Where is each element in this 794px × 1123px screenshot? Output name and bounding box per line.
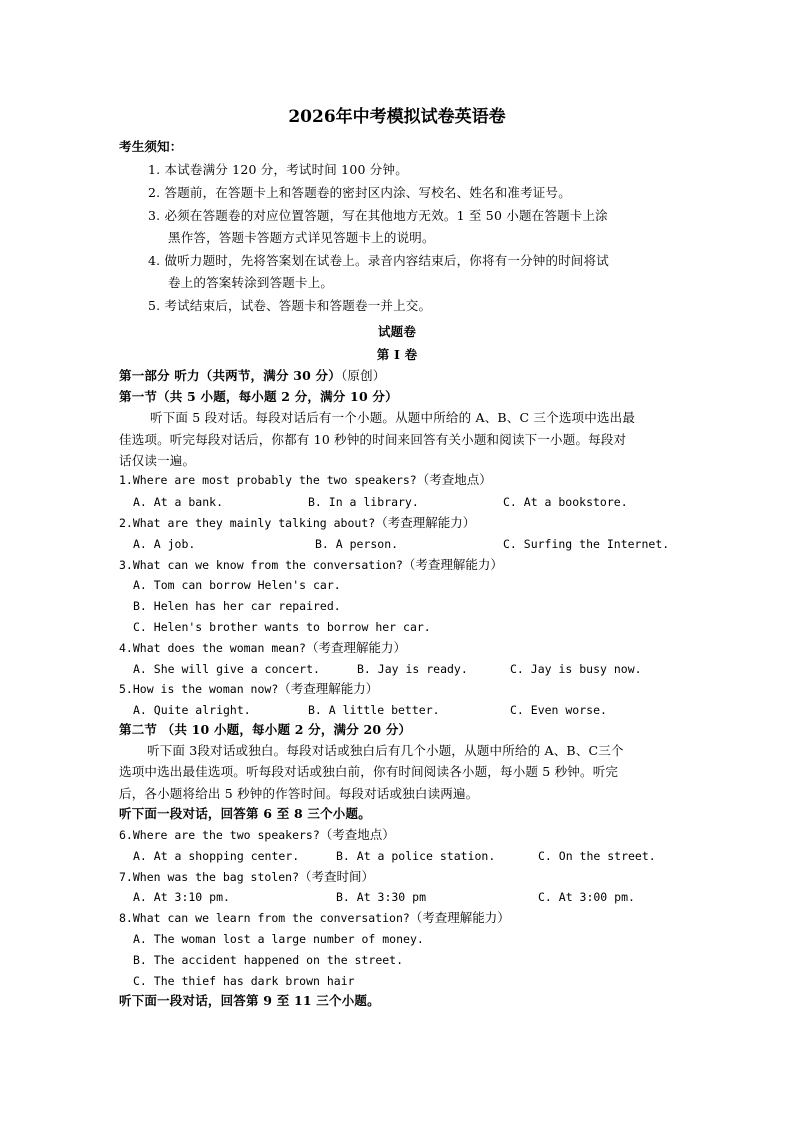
question-3-note: （考查理解能力） [402,557,503,572]
question-2 [119,513,475,533]
question-8-option-b: B. The accident happened on the street. [133,953,404,967]
question-1-stem: 1.Where are most probably the two speakers? [119,473,417,487]
question-5 [119,679,378,699]
question-6-option-a: A. At a shopping center. [133,849,300,863]
exam-title: 2026年中考模拟试卷英语卷 [288,107,506,127]
part1-heading-note: （原创） [340,368,386,383]
section2-heading: 第二节 （共 10 小题，每小题 2 分，满分 20 分） [119,722,412,737]
notice-item-1: 1. 本试卷满分 120 分，考试时间 100 分钟。 [148,162,408,177]
section2-instructions-3: 后，各小题将给出 5 秒钟的作答时间。每段对话或独白读两遍。 [119,786,479,801]
question-2-option-b: B. A person. [315,537,399,551]
question-1-option-c: C. At a bookstore. [503,495,628,509]
question-4-stem: 4.What does the woman mean? [119,641,306,655]
group1-heading: 听下面一段对话，回答第 6 至 8 三个小题。 [119,806,371,821]
section2-instructions-2: 选项中选出最佳选项。听每段对话或独白前，你有时间阅读各小题，每小题 5 秒钟。听完 [119,764,619,779]
question-5-note: （考查理解能力） [278,681,379,696]
notice-item-3-cont: 黑作答，答题卡答题方式详见答题卡上的说明。 [168,230,435,245]
question-8-note: （考查理解能力） [409,910,510,925]
section1-instructions-1: 听下面 5 段对话。每段对话后有一个小题。从题中所给的 A、B、C 三个选项中选出最 [150,410,636,425]
question-2-option-a: A. A job. [133,537,196,551]
question-2-note: （考查理解能力） [375,515,476,530]
question-7-option-a: A. At 3:10 pm. [133,890,230,904]
question-5-option-a: A. Quite alright. [133,703,251,717]
question-5-stem: 5.How is the woman now? [119,682,279,696]
question-8-option-c: C. The thief has dark brown hair [133,974,355,988]
notice-item-5: 5. 考试结束后，试卷、答题卡和答题卷一并上交。 [148,298,432,313]
question-8 [119,908,510,928]
question-2-option-c: C. Surfing the Internet. [503,537,670,551]
section1-instructions-3: 话仅读一遍。 [119,453,196,468]
paper-heading: 试题卷 [377,324,417,339]
notice-item-4-cont: 卷上的答案转涂到答题卡上。 [168,275,334,290]
question-4-option-c: C. Jay is busy now. [510,662,642,676]
group2-heading: 听下面一段对话，回答第 9 至 11 三个小题。 [119,993,380,1008]
question-3-option-a: A. Tom can borrow Helen's car. [133,578,341,592]
section1-heading: 第一节（共 5 小题，每小题 2 分，满分 10 分） [119,389,398,404]
question-8-stem: 8.What can we learn from the conversation? [119,911,410,925]
question-1-option-a: A. At a bank. [133,495,224,509]
question-3-option-c: C. Helen's brother wants to borrow her car. [133,620,431,634]
question-6-stem: 6.Where are the two speakers? [119,828,320,842]
question-6-option-c: C. On the street. [538,849,656,863]
question-6 [119,825,395,845]
question-1-option-b: B. In a library. [308,495,419,509]
notice-item-3: 3. 必须在答题卷的对应位置答题，写在其他地方无效。1 至 50 小题在答题卡上涂 [148,208,608,223]
question-4 [119,638,406,658]
question-4-option-a: A. She will give a concert. [133,662,320,676]
question-3 [119,555,503,575]
question-3-stem: 3.What can we know from the conversation? [119,558,403,572]
part1-heading-line [119,366,386,386]
section2-instructions-1: 听下面 3段对话或独白。每段对话或独白后有几个小题，从题中所给的 A、B、C三个 [147,743,624,758]
volume-heading: 第 I 卷 [376,347,418,362]
question-7 [119,867,374,887]
question-3-option-b: B. Helen has her car repaired. [133,599,341,613]
question-7-option-b: B. At 3:30 pm [336,890,427,904]
question-7-stem: 7.When was the bag stolen? [119,870,300,884]
question-1-note: （考查地点） [416,472,492,487]
notice-item-4: 4. 做听力题时，先将答案划在试卷上。录音内容结束后，你将有一分钟的时间将试 [148,253,610,268]
question-5-option-c: C. Even worse. [510,703,607,717]
question-8-option-a: A. The woman lost a large number of money. [133,932,424,946]
question-1 [119,470,492,490]
question-6-note: （考查地点） [319,827,395,842]
question-4-option-b: B. Jay is ready. [357,662,468,676]
question-2-stem: 2.What are they mainly talking about? [119,516,376,530]
question-7-note: （考查时间） [299,869,375,884]
notice-item-2: 2. 答题前，在答题卡上和答题卷的密封区内涂、写校名、姓名和准考证号。 [148,185,571,200]
part1-heading: 第一部分 听力（共两节，满分 30 分） [119,368,341,383]
question-4-note: （考查理解能力） [305,640,406,655]
notice-heading: 考生须知： [119,139,183,154]
question-6-option-b: B. At a police station. [336,849,496,863]
question-5-option-b: B. A little better. [308,703,440,717]
question-7-option-c: C. At 3:00 pm. [538,890,635,904]
section1-instructions-2: 佳选项。听完每段对话后，你都有 10 秒钟的时间来回答有关小题和阅读下一小题。每段对 [119,432,627,447]
